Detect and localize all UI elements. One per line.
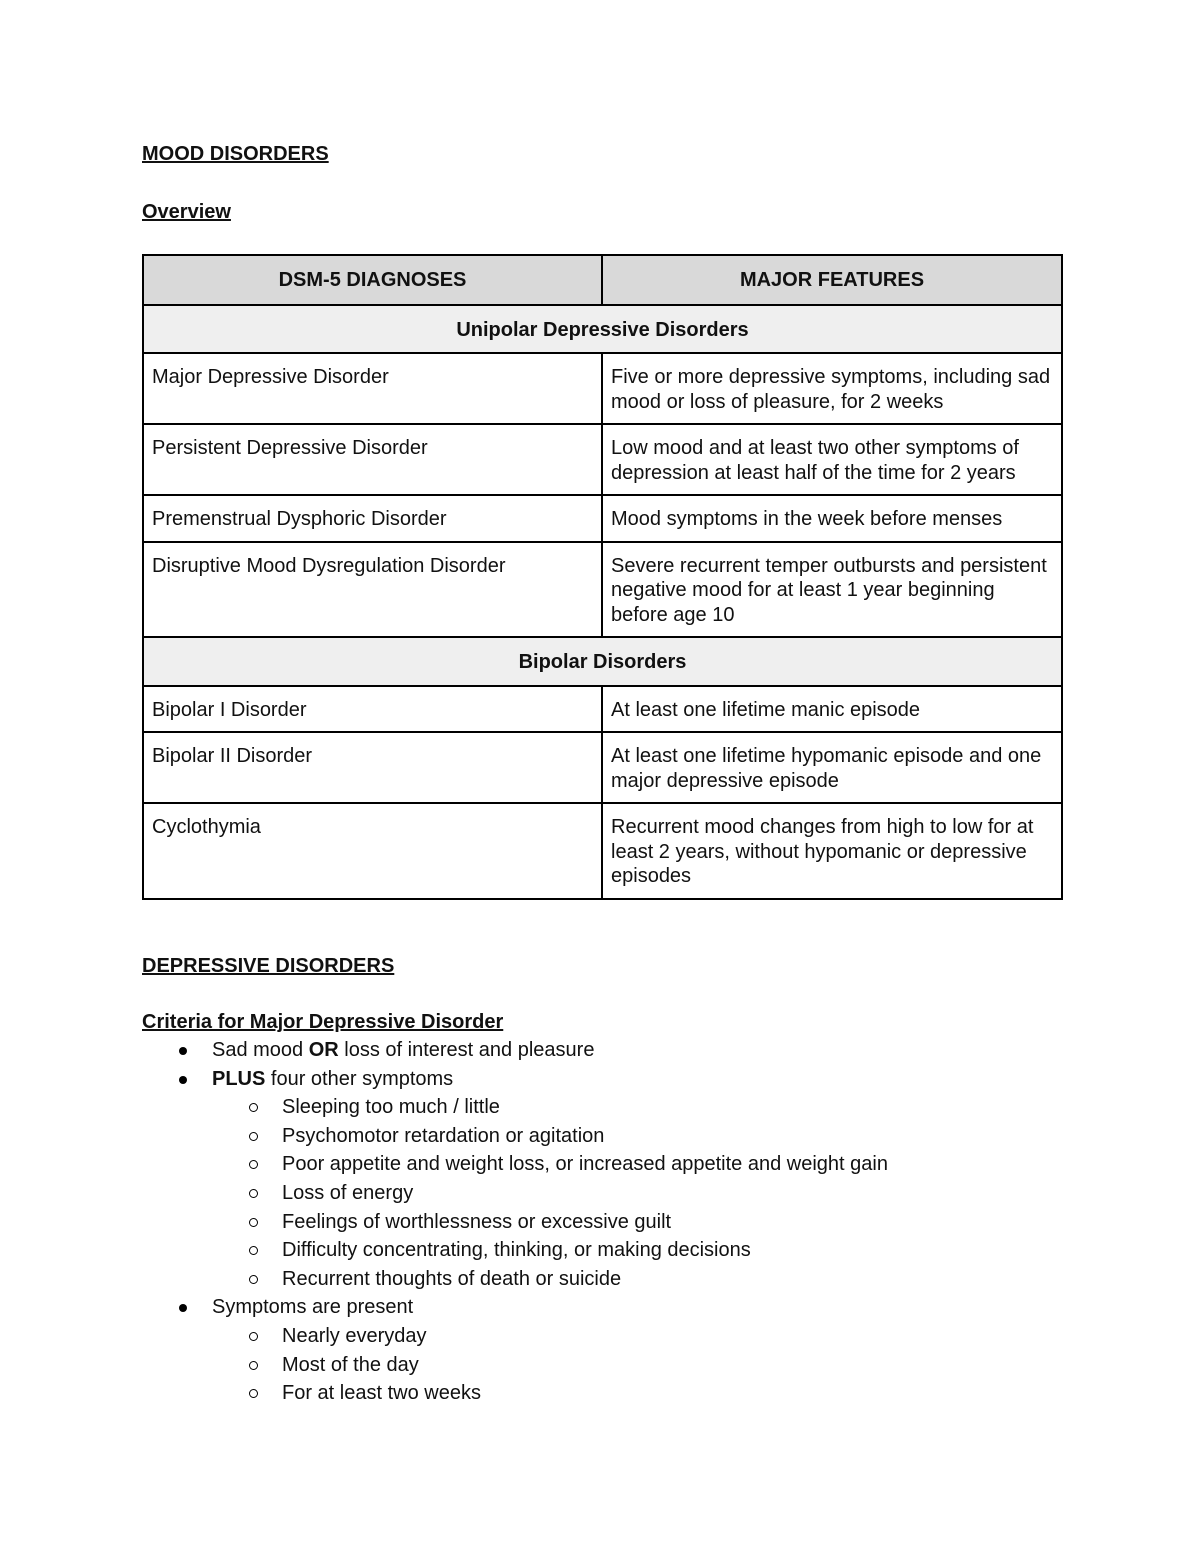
features-cell: Recurrent mood changes from high to low for at least 2 years, without hypomanic or depressive episodes <box>602 803 1062 899</box>
list-item <box>142 1293 1092 1322</box>
circle-bullet-icon <box>249 1103 258 1112</box>
sub-list-item-text: Poor appetite and weight loss, or increased appetite and weight gain <box>282 1153 888 1176</box>
features-cell: Mood symptoms in the week before menses <box>602 495 1062 542</box>
document-title: MOOD DISORDERS <box>142 143 329 165</box>
overview-heading: Overview <box>142 201 231 223</box>
diagnosis-cell: Persistent Depressive Disorder <box>143 424 602 495</box>
sub-list-item-text: Loss of energy <box>282 1181 414 1204</box>
table-row <box>143 803 1062 899</box>
circle-bullet-icon <box>249 1132 258 1141</box>
table-row <box>143 353 1062 424</box>
sub-list-item-text: Difficulty concentrating, thinking, or making decisions <box>282 1239 751 1262</box>
table-header-row <box>143 255 1062 305</box>
list-item <box>142 1036 1092 1065</box>
sub-list-item-text: Sleeping too much / little <box>282 1096 500 1119</box>
bullet-icon <box>179 1076 187 1084</box>
circle-bullet-icon <box>249 1361 258 1370</box>
sub-list-item <box>142 1351 1092 1380</box>
section-title: Bipolar Disorders <box>143 637 1062 686</box>
circle-bullet-icon <box>249 1275 258 1284</box>
sub-list-item <box>142 1150 1092 1179</box>
section-row-unipolar <box>143 305 1062 354</box>
table-row <box>143 424 1062 495</box>
sub-list-item-text: Psychomotor retardation or agitation <box>282 1124 605 1147</box>
depressive-disorders-heading: DEPRESSIVE DISORDERS <box>142 955 395 977</box>
diagnosis-cell: Premenstrual Dysphoric Disorder <box>143 495 602 542</box>
features-cell: Five or more depressive symptoms, including sad mood or loss of pleasure, for 2 weeks <box>602 353 1062 424</box>
circle-bullet-icon <box>249 1389 258 1398</box>
sub-list-item <box>142 1322 1092 1351</box>
circle-bullet-icon <box>249 1332 258 1341</box>
diagnosis-cell: Bipolar I Disorder <box>143 686 602 733</box>
emphasis-text: OR <box>308 1039 339 1061</box>
column-header-features: MAJOR FEATURES <box>602 255 1062 305</box>
table-row <box>143 495 1062 542</box>
list-item-text: loss of interest and pleasure <box>338 1039 595 1061</box>
diagnosis-cell: Cyclothymia <box>143 803 602 899</box>
sub-list-item <box>142 1236 1092 1265</box>
dsm5-overview-table <box>142 254 1063 900</box>
sub-list-item-text: Feelings of worthlessness or excessive guilt <box>282 1210 672 1233</box>
diagnosis-cell: Bipolar II Disorder <box>143 732 602 803</box>
sub-list-item <box>142 1379 1092 1408</box>
sub-list-item <box>142 1122 1092 1151</box>
table-row <box>143 732 1062 803</box>
table-row <box>143 686 1062 733</box>
circle-bullet-icon <box>249 1246 258 1255</box>
criteria-heading: Criteria for Major Depressive Disorder <box>142 1011 504 1033</box>
list-item <box>142 1065 1092 1094</box>
sub-list-item <box>142 1208 1092 1237</box>
diagnosis-cell: Major Depressive Disorder <box>143 353 602 424</box>
circle-bullet-icon <box>249 1218 258 1227</box>
diagnosis-cell: Disruptive Mood Dysregulation Disorder <box>143 542 602 638</box>
features-cell: At least one lifetime hypomanic episode and one major depressive episode <box>602 732 1062 803</box>
list-item-text: Symptoms are present <box>212 1296 414 1319</box>
bullet-icon <box>179 1047 187 1055</box>
circle-bullet-icon <box>249 1189 258 1198</box>
section-title: Unipolar Depressive Disorders <box>143 305 1062 354</box>
sub-list-item-text: For at least two weeks <box>282 1382 481 1405</box>
table-row <box>143 542 1062 638</box>
features-cell: Low mood and at least two other symptoms of depression at least half of the time for 2 years <box>602 424 1062 495</box>
features-cell: At least one lifetime manic episode <box>602 686 1062 733</box>
criteria-list <box>142 1036 1092 1408</box>
sub-list-item-text: Recurrent thoughts of death or suicide <box>282 1267 622 1290</box>
sub-list-item <box>142 1093 1092 1122</box>
list-item-text: Sad mood <box>212 1039 309 1061</box>
sub-list-item-text: Nearly everyday <box>282 1324 427 1347</box>
sub-list-item <box>142 1265 1092 1294</box>
features-cell: Severe recurrent temper outbursts and persistent negative mood for at least 1 year beginning before age 10 <box>602 542 1062 638</box>
column-header-diagnoses: DSM-5 DIAGNOSES <box>143 255 602 305</box>
section-row-bipolar <box>143 637 1062 686</box>
emphasis-text: PLUS <box>212 1067 266 1090</box>
list-item-text: four other symptoms <box>265 1067 454 1090</box>
sub-list-item <box>142 1179 1092 1208</box>
bullet-icon <box>179 1304 187 1312</box>
circle-bullet-icon <box>249 1160 258 1169</box>
sub-list-item-text: Most of the day <box>282 1353 419 1376</box>
